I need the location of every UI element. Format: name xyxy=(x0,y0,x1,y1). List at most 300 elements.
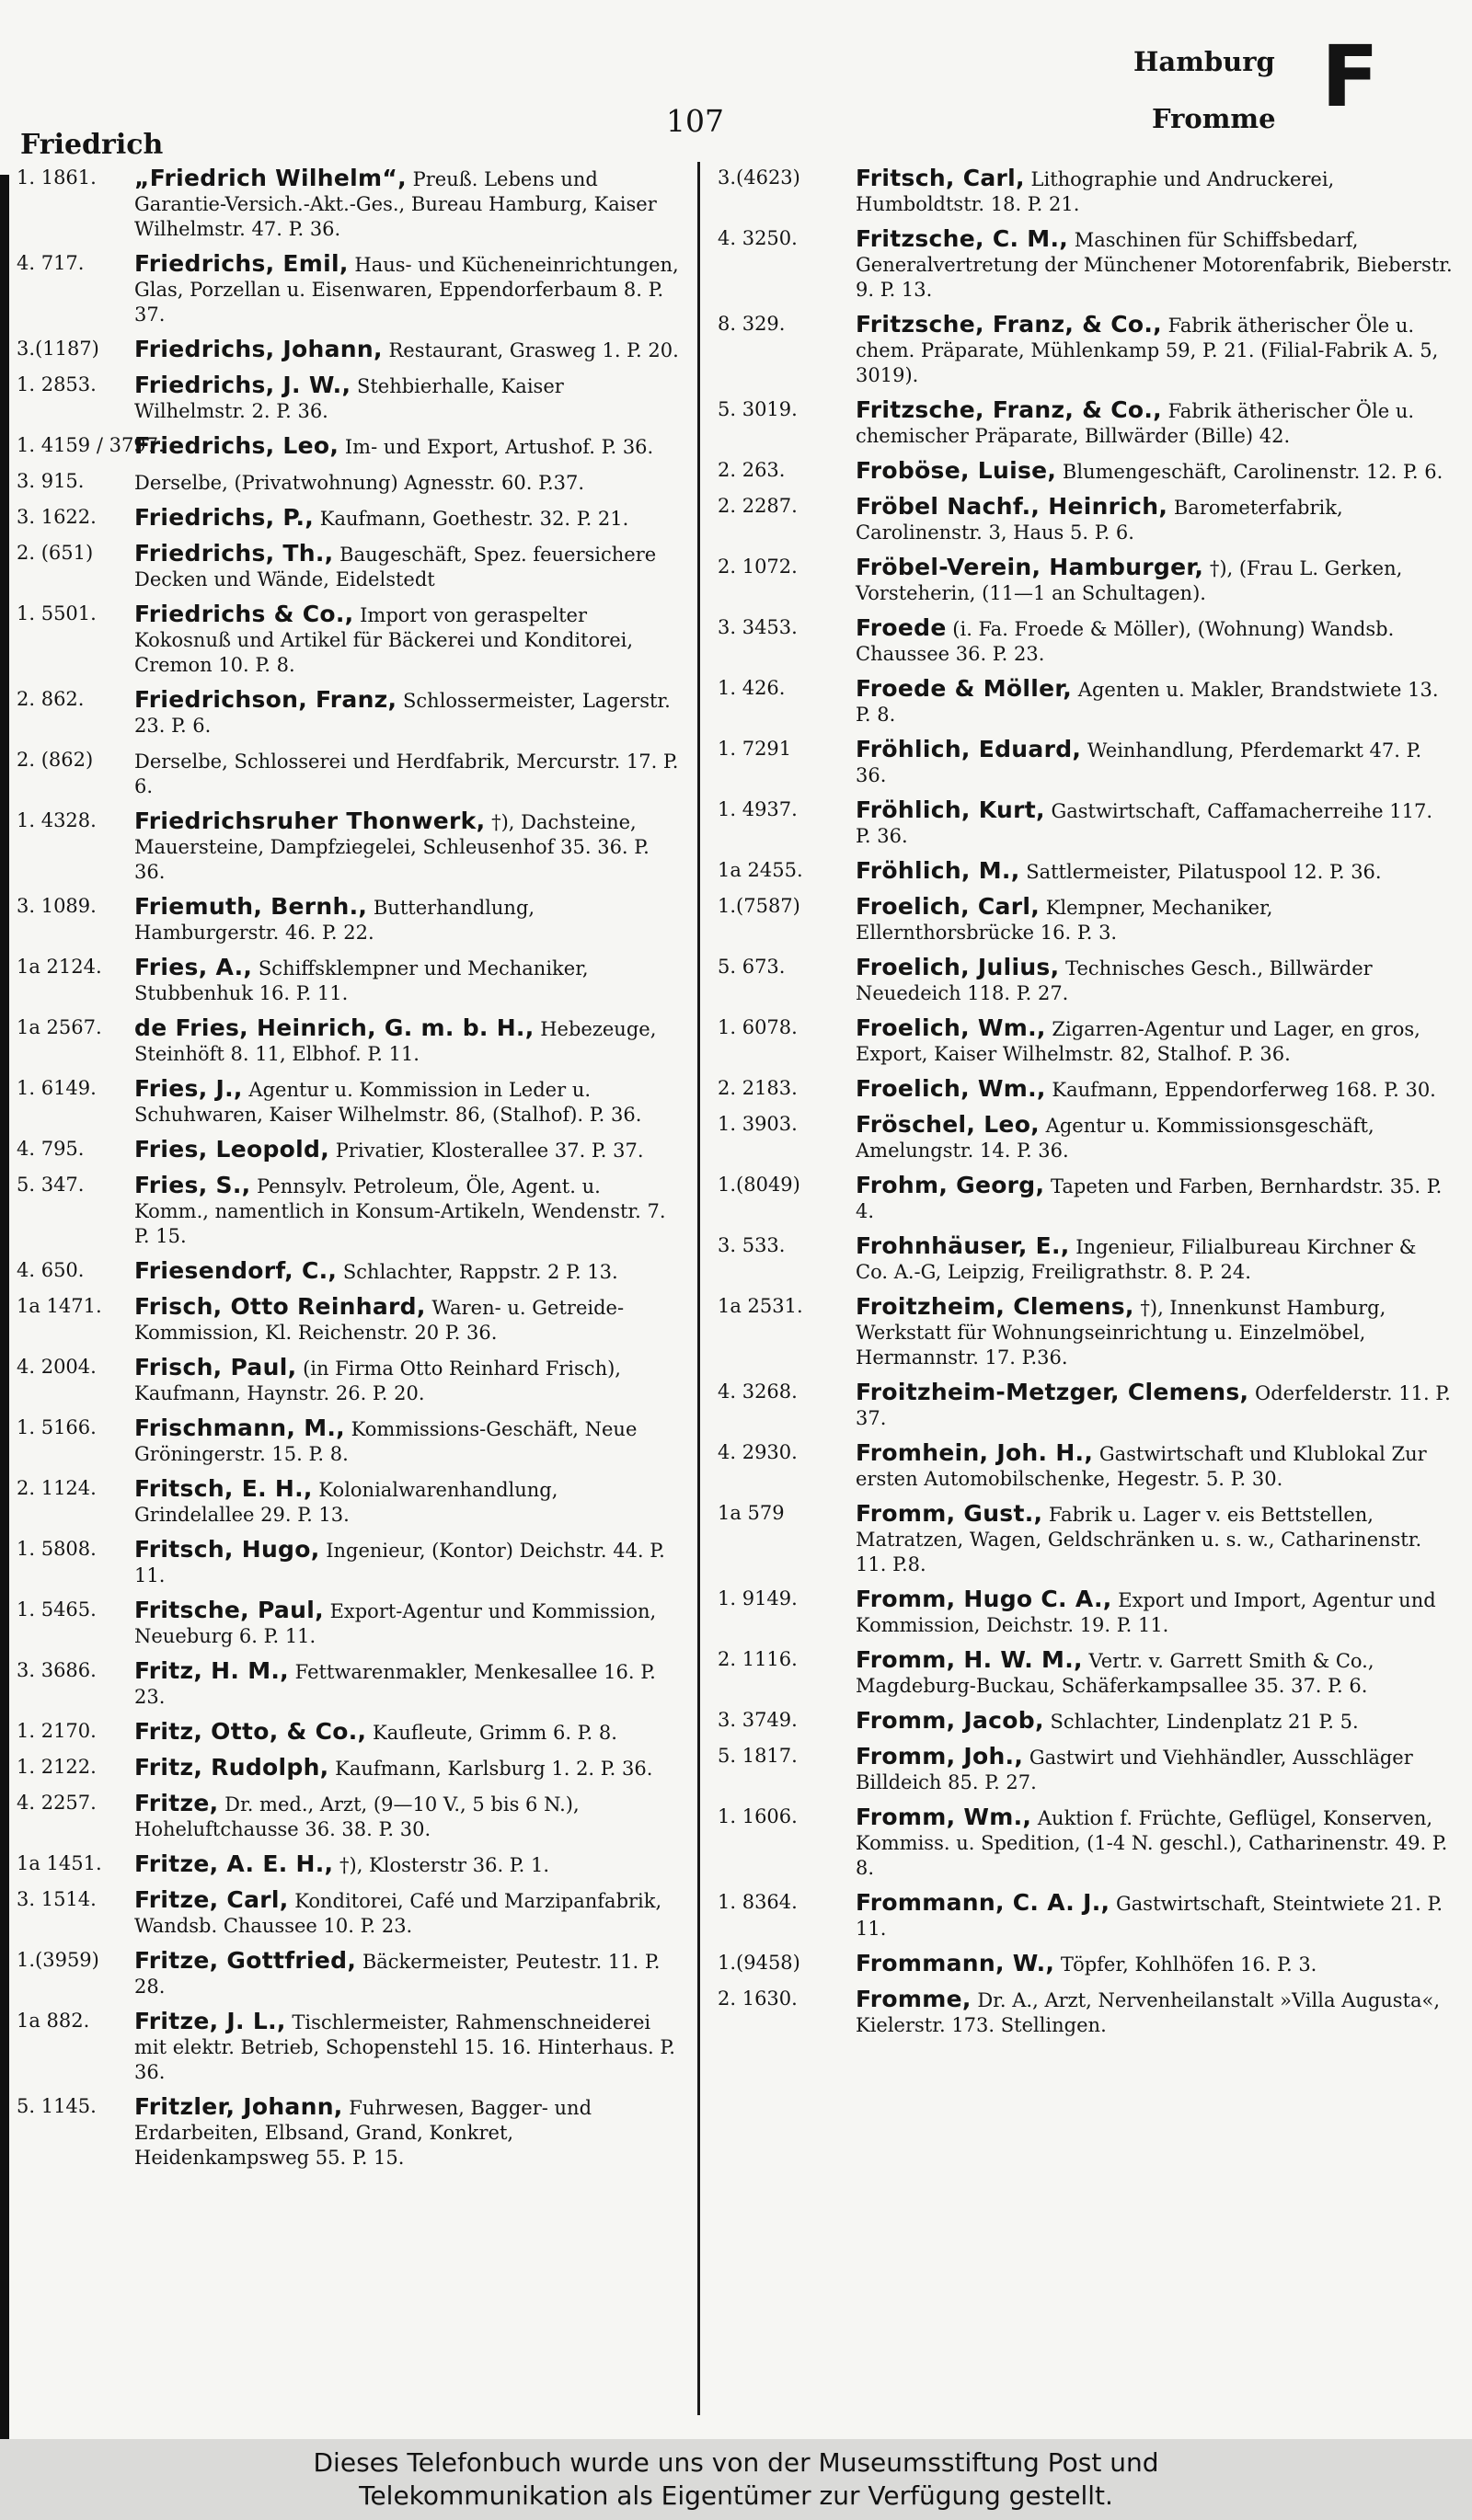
subscriber-name: Frommann, C. A. J., xyxy=(856,1889,1110,1916)
subscriber-name: Fritsch, E. H., xyxy=(134,1475,313,1502)
subscriber-name: Fritzsche, Franz, & Co., xyxy=(856,311,1162,338)
entry-detail: Hamburg, Kaiser Wilhelmstr. 47. P. 36. xyxy=(134,193,657,240)
entry-detail: Eppendorferbaum 8. P. 37. xyxy=(134,279,664,326)
subscriber-name: Fromm, Wm., xyxy=(856,1804,1032,1830)
phone-number: 1a 1451. xyxy=(17,1852,102,1874)
entry-text xyxy=(134,1415,679,1467)
phone-number: 4. 2257. xyxy=(17,1792,97,1814)
entry-detail: Schlachter, Rappstr. 2 P. 13. xyxy=(342,1261,618,1283)
phone-number: 1. 4937. xyxy=(718,798,798,820)
directory-entry xyxy=(17,1887,679,1939)
entry-detail: Kommissions-Geschäft, Neue Gröningerstr. 15. P. 8. xyxy=(134,1418,638,1465)
entry-detail: Fabrik ätherischer Öle u. chemischer Präparate, Billwärder (Bille) 42. xyxy=(856,400,1415,447)
phone-number: 5. 1817. xyxy=(718,1745,798,1767)
directory-entry xyxy=(17,894,679,945)
entry-detail: Butterhandlung, Hamburgerstr. 46. P. 22. xyxy=(134,897,535,944)
directory-entry xyxy=(17,469,679,496)
phone-number: 2. 263. xyxy=(718,459,786,481)
running-head-city: Hamburg xyxy=(1133,46,1275,77)
section-letter: F xyxy=(1321,28,1379,126)
entry-detail: Blumengeschäft, Carolinenstr. 12. P. 6. xyxy=(1062,461,1443,483)
subscriber-name: Froelich, Wm., xyxy=(856,1075,1046,1102)
subscriber-name: Fromm, Joh., xyxy=(856,1743,1024,1770)
directory-entry xyxy=(17,1137,679,1163)
subscriber-name: Fromme, xyxy=(856,1986,972,2012)
subscriber-name: Friedrichs, Johann, xyxy=(134,336,383,362)
phone-number: 1. 5808. xyxy=(17,1538,97,1560)
subscriber-name: Friedrichs, J. W., xyxy=(134,372,351,398)
directory-entry xyxy=(718,226,1454,303)
phone-number: 1.(3959) xyxy=(17,1949,99,1971)
entry-text xyxy=(134,955,679,1006)
phone-number: 2. 1124. xyxy=(17,1477,97,1499)
directory-entry xyxy=(718,1233,1454,1285)
entry-text xyxy=(856,955,1454,1006)
entry-detail: Bäckermeister, Peutestr. 11. P. 28. xyxy=(134,1951,661,1998)
entry-detail: Export und Import, Agentur und Kommission, Deichstr. 19. P. 11. xyxy=(856,1589,1436,1636)
phone-number: 2. 2287. xyxy=(718,495,798,517)
directory-entry xyxy=(718,858,1454,885)
entry-detail: (in Firma Otto Reinhard Frisch), Kaufmann, Haynstr. 26. P. 20. xyxy=(134,1357,621,1404)
entry-text xyxy=(134,337,679,363)
entry-detail: Sattlermeister, Pilatuspool 12. P. 36. xyxy=(1026,861,1382,883)
phone-number: 1. 5501. xyxy=(17,602,97,624)
subscriber-name: Froede xyxy=(856,614,947,641)
directory-entry xyxy=(718,894,1454,945)
phone-number: 8. 329. xyxy=(718,313,786,335)
subscriber-name: Fritze, J. L., xyxy=(134,2008,286,2034)
entry-detail: (i. Fa. Froede & Möller), (Wohnung) Wandsb. Chaussee 36. P. 23. xyxy=(856,618,1395,665)
phone-number: 1. 7291 xyxy=(718,738,792,760)
subscriber-name: Fritzsche, Franz, & Co., xyxy=(856,396,1162,423)
directory-entry xyxy=(718,494,1454,545)
phone-number: 4. 717. xyxy=(17,252,85,274)
page-spine-edge xyxy=(0,175,9,2439)
phone-number: 1. 2122. xyxy=(17,1756,97,1778)
directory-entry xyxy=(718,555,1454,606)
entry-text xyxy=(856,397,1454,449)
phone-number: 4. 795. xyxy=(17,1138,85,1160)
entry-detail: Schiffsklempner und Mechaniker, Stubbenhuk 16. P. 11. xyxy=(134,957,589,1004)
entry-text xyxy=(856,858,1454,885)
subscriber-name: de Fries, Heinrich, G. m. b. H., xyxy=(134,1014,535,1041)
entry-detail: Kaufmann, Goethestr. 32. P. 21. xyxy=(319,508,629,530)
entry-text xyxy=(856,1708,1454,1735)
entry-detail: †), Klosterstr 36. P. 1. xyxy=(339,1854,550,1876)
entry-detail: und Garantie-Versich.-Akt.-Ges., Bureau xyxy=(134,168,598,215)
directory-entry xyxy=(17,2009,679,2085)
subscriber-name: Fritze, Carl, xyxy=(134,1886,289,1913)
phone-number: 3.(4623) xyxy=(718,166,800,189)
phone-number: 1a 2531. xyxy=(718,1295,803,1317)
directory-entry xyxy=(718,312,1454,388)
entry-detail: Töpfer, Kohlhöfen 16. P. 3. xyxy=(1060,1953,1317,1976)
entry-detail: Gastwirtschaft, Caffamacherreihe 117. P. 36. xyxy=(856,800,1433,847)
directory-entry xyxy=(718,955,1454,1006)
entry-text xyxy=(134,1598,679,1649)
phone-number: 3. 1514. xyxy=(17,1888,97,1910)
directory-entry xyxy=(718,676,1454,727)
phone-number: 5. 347. xyxy=(17,1174,85,1196)
phone-number: 1. 426. xyxy=(718,677,786,699)
entry-detail: †), Innenkunst Hamburg, Werkstatt für Wohnungseinrichtung u. Einzelmöbel, Hermannstr. 17. P.36. xyxy=(856,1297,1386,1369)
phone-number: 4. 2930. xyxy=(718,1441,798,1463)
phone-number: 1. 1606. xyxy=(718,1805,798,1827)
subscriber-name: Fromm, Hugo C. A., xyxy=(856,1586,1112,1612)
subscriber-name: Froitzheim, Clemens, xyxy=(856,1293,1134,1320)
entry-detail: (Stalhof). P. 36. xyxy=(492,1104,642,1126)
phone-number: 1.(7587) xyxy=(718,895,800,917)
entry-detail: Vertr. v. Garrett Smith & Co., Magdeburg-Buckau, Schäferkampsallee 35. 37. P. 6. xyxy=(856,1650,1374,1697)
entry-text xyxy=(856,1744,1454,1795)
phone-number: 2. (862) xyxy=(17,749,94,771)
phone-number: 2. 2183. xyxy=(718,1077,798,1099)
entry-text xyxy=(134,1791,679,1842)
entry-text xyxy=(856,737,1454,788)
entry-text xyxy=(134,1258,679,1285)
phone-number: 3. 3749. xyxy=(718,1709,798,1731)
entry-detail: Tischlermeister, Rahmenschneiderei mit elektr. Betrieb, Schopenstehl 15. 16. Hinterhaus. P. 36. xyxy=(134,2011,675,2083)
directory-entry xyxy=(17,1658,679,1710)
phone-number: 1a 882. xyxy=(17,2010,90,2032)
directory-entry xyxy=(718,1380,1454,1431)
phone-number: 1. 2170. xyxy=(17,1720,97,1742)
entry-detail: Export-Agentur und Kommission, Neueburg 6. P. 11. xyxy=(134,1600,657,1647)
subscriber-name: Fröschel, Leo, xyxy=(856,1111,1040,1138)
entry-detail: Im- und Export, Artushof. P. 36. xyxy=(344,436,654,458)
entry-detail: Ingenieur, Filialbureau Kirchner & Co. A.-G, Leipzig, Freiligrathstr. 8. P. 24. xyxy=(856,1236,1417,1283)
entry-detail: Dr. A., Arzt, Nervenheilanstalt »Villa Augusta«, Kielerstr. 173. Stellingen. xyxy=(856,1989,1441,2036)
phone-number: 2. 1116. xyxy=(718,1648,798,1670)
entry-text xyxy=(856,555,1454,606)
phone-number: 3. 533. xyxy=(718,1234,786,1256)
entry-text xyxy=(134,541,679,592)
entry-detail: Agenten u. Makler, Brandstwiete 13. P. 8. xyxy=(856,679,1439,726)
entry-text xyxy=(856,1890,1454,1942)
entry-text xyxy=(134,1015,679,1067)
entry-detail: Kaufmann, Karlsburg 1. 2. P. 36. xyxy=(335,1758,653,1780)
entry-detail: †), Dachsteine, Mauersteine, Dampfziegelei, Schleusenhof 35. 36. P. 36. xyxy=(134,811,650,883)
directory-entry xyxy=(17,1355,679,1406)
subscriber-name: Froitzheim-Metzger, Clemens, xyxy=(856,1379,1249,1405)
subscriber-name: Fritsche, Paul, xyxy=(134,1597,324,1623)
directory-entry xyxy=(17,1294,679,1346)
directory-entry xyxy=(718,1744,1454,1795)
entry-text xyxy=(856,1380,1454,1431)
entry-detail: Gastwirtschaft, Steintwiete 21. P. 11. xyxy=(856,1893,1443,1940)
phone-number: 1a 2455. xyxy=(718,859,803,881)
subscriber-name: Fritze, Gottfried, xyxy=(134,1947,357,1974)
entry-text xyxy=(134,1719,679,1746)
entry-detail: Baugeschäft, Spez. feuersichere Decken und Wände, Eidelstedt xyxy=(134,544,657,590)
entry-text xyxy=(856,1987,1454,2038)
right-column xyxy=(718,166,1454,2047)
phone-number: 1a 1471. xyxy=(17,1295,102,1317)
entry-detail: Haus- und Kücheneinrichtungen, Glas, Porzellan u. Eisenwaren, xyxy=(134,254,679,301)
entry-detail: Weinhandlung, Pferdemarkt 47. P. 36. xyxy=(856,739,1422,786)
entry-text xyxy=(134,1137,679,1163)
subscriber-name: Fritzler, Johann, xyxy=(134,2093,343,2120)
running-head-left: Friedrich xyxy=(20,129,164,161)
phone-number: 4. 650. xyxy=(17,1259,85,1281)
entry-text xyxy=(134,687,679,739)
entry-detail: Lithographie und Andruckerei, Humboldtstr. 18. P. 21. xyxy=(856,168,1335,215)
directory-entry xyxy=(718,1804,1454,1881)
phone-number: 1. 8364. xyxy=(718,1891,798,1913)
entry-text xyxy=(856,1804,1454,1881)
directory-entry xyxy=(17,1791,679,1842)
directory-entry xyxy=(17,1851,679,1878)
entry-text xyxy=(856,676,1454,727)
directory-entry xyxy=(718,1708,1454,1735)
directory-entry xyxy=(718,1501,1454,1577)
entry-text xyxy=(856,1076,1454,1103)
directory-entry xyxy=(17,1948,679,1999)
phone-number: 1. 6078. xyxy=(718,1016,798,1038)
subscriber-name: Fröhlich, Eduard, xyxy=(856,736,1082,762)
phone-number: 1. 2853. xyxy=(17,373,97,395)
phone-number: 3. 1089. xyxy=(17,895,97,917)
subscriber-name: Froelich, Wm., xyxy=(856,1014,1046,1041)
subscriber-name: Fromm, Gust., xyxy=(856,1500,1043,1527)
phone-number: 3.(1187) xyxy=(17,338,99,360)
entry-text xyxy=(134,1887,679,1939)
subscriber-name: Frohm, Georg, xyxy=(856,1172,1045,1198)
directory-entry xyxy=(718,458,1454,485)
subscriber-name: Froelich, Carl, xyxy=(856,893,1041,920)
subscriber-name: Fritz, H. M., xyxy=(134,1657,289,1684)
entry-text xyxy=(134,469,679,496)
directory-entry xyxy=(17,1015,679,1067)
subscriber-name: Fries, J., xyxy=(134,1075,243,1102)
column-divider xyxy=(697,162,700,2415)
entry-text xyxy=(856,615,1454,667)
entry-text xyxy=(856,1440,1454,1492)
directory-entry xyxy=(17,1173,679,1249)
entry-text xyxy=(856,1647,1454,1699)
entry-text xyxy=(134,1076,679,1128)
entry-detail: Konditorei, Café und Marzipanfabrik, Wandsb. Chaussee 10. P. 23. xyxy=(134,1890,662,1937)
entry-detail: Fabrik u. Lager v. eis Bettstellen, Matratzen, Wagen, Geldschränken u. s. w., Catharinenstr. 11. P.8. xyxy=(856,1504,1422,1575)
entry-text xyxy=(856,797,1454,849)
footer-line-1: Dieses Telefonbuch wurde uns von der Museumsstiftung Post und xyxy=(313,2447,1159,2478)
page-number: 107 xyxy=(666,103,724,139)
entry-text xyxy=(134,1476,679,1528)
subscriber-name: Frohnhäuser, E., xyxy=(856,1232,1070,1259)
directory-entry xyxy=(17,1598,679,1649)
subscriber-name: Fritsch, Carl, xyxy=(856,165,1025,191)
directory-entry xyxy=(718,737,1454,788)
phone-number: 5. 673. xyxy=(718,956,786,978)
phone-number: 2. (651) xyxy=(17,542,94,564)
entry-detail: Privatier, Klosterallee 37. P. 37. xyxy=(335,1140,644,1162)
directory-entry xyxy=(718,1951,1454,1977)
entry-text xyxy=(856,1173,1454,1224)
entry-detail: Preuß. Lebens xyxy=(412,168,555,190)
entry-detail: Ingenieur, (Kontor) Deichstr. 44. P. 11. xyxy=(134,1540,665,1586)
directory-entry xyxy=(17,166,679,242)
phone-number: 3. 3453. xyxy=(718,616,798,638)
subscriber-name: Froböse, Luise, xyxy=(856,457,1057,484)
entry-detail: Technisches Gesch., Billwärder Neuedeich 118. P. 27. xyxy=(856,957,1373,1004)
directory-entry xyxy=(718,1586,1454,1638)
directory-entry xyxy=(718,797,1454,849)
subscriber-name: Friedrichs, Th., xyxy=(134,540,334,567)
directory-entry xyxy=(17,748,679,799)
phone-number: 1. 3903. xyxy=(718,1113,798,1135)
subscriber-name: Fröhlich, M., xyxy=(856,857,1020,884)
entry-detail: Kolonialwarenhandlung, Grindelallee 29. P. 13. xyxy=(134,1479,558,1526)
directory-entry xyxy=(718,615,1454,667)
subscriber-name: Frommann, W., xyxy=(856,1950,1055,1976)
entry-text xyxy=(856,312,1454,388)
entry-detail: Auktion f. Früchte, Geflügel, Konserven, Kommiss. u. Spedition, (1-4 N. geschl.), Catharinenstr. 49. P. 8. xyxy=(856,1807,1448,1879)
phone-number: 1. 5166. xyxy=(17,1416,97,1438)
entry-detail: Barometerfabrik, Carolinenstr. 3, Haus 5. P. 6. xyxy=(856,497,1343,544)
subscriber-name: Friedrichs, Leo, xyxy=(134,432,339,459)
entry-text xyxy=(134,601,679,678)
phone-number: 4. 3268. xyxy=(718,1380,798,1403)
phone-number: 5. 1145. xyxy=(17,2095,97,2117)
phone-number: 1. 1861. xyxy=(17,166,97,189)
directory-entry xyxy=(718,1015,1454,1067)
entry-text xyxy=(134,1658,679,1710)
entry-text xyxy=(856,1501,1454,1577)
entry-detail: Klempner, Mechaniker, Ellernthorsbrücke 16. P. 3. xyxy=(856,897,1273,944)
footer-line-2: Telekommunikation als Eigentümer zur Verfügung gestellt. xyxy=(359,2480,1113,2511)
phone-number: 4. 2004. xyxy=(17,1356,97,1378)
entry-text xyxy=(856,1015,1454,1067)
entry-detail: Konditorei, Cremon 10. P. 8. xyxy=(134,629,634,676)
directory-entry xyxy=(718,1173,1454,1224)
entry-text xyxy=(856,1112,1454,1163)
phone-number: 1a 2567. xyxy=(17,1016,102,1038)
subscriber-name: Frisch, Otto Reinhard, xyxy=(134,1293,426,1320)
entry-text xyxy=(134,1173,679,1249)
entry-detail: Derselbe, Schlosserei und Herdfabrik, Mercurstr. 17. P. 6. xyxy=(134,750,679,797)
entry-detail: Oderfelderstr. 11. P. 37. xyxy=(856,1382,1451,1429)
entry-detail: Schlachter, Lindenplatz 21 P. 5. xyxy=(1050,1711,1359,1733)
entry-detail: Restaurant, Grasweg 1. P. 20. xyxy=(388,339,679,361)
phone-number: 3. 1622. xyxy=(17,506,97,528)
subscriber-name: Fries, A., xyxy=(134,954,253,980)
subscriber-name: Froede & Möller, xyxy=(856,675,1073,702)
entry-detail: Tapeten und Farben, Bernhardstr. 35. P. 4. xyxy=(856,1175,1443,1222)
subscriber-name: Fromm, Jacob, xyxy=(856,1707,1044,1734)
directory-entry xyxy=(17,1755,679,1781)
entry-detail: Fabrik ätherischer Öle u. chem. Präparate, Mühlenkamp 59, P. 21. (Filial-Fabrik A. 5, 3019). xyxy=(856,315,1439,386)
directory-entry xyxy=(17,1537,679,1588)
entry-text xyxy=(856,1233,1454,1285)
entry-detail: Agentur u. Kommissionsgeschäft, Amelungstr. 14. P. 36. xyxy=(856,1115,1374,1162)
subscriber-name: „Friedrich Wilhelm“, xyxy=(134,165,407,191)
entry-text xyxy=(856,166,1454,217)
entry-detail: Zigarren-Agentur und Lager, en gros, Export, Kaiser Wilhelmstr. 82, Stalhof. P. 36. xyxy=(856,1018,1420,1065)
directory-entry xyxy=(17,505,679,532)
entry-text xyxy=(856,226,1454,303)
subscriber-name: Fries, Leopold, xyxy=(134,1136,330,1163)
entry-detail: Fettwarenmakler, Menkesallee 16. P. 23. xyxy=(134,1661,656,1708)
entry-text xyxy=(856,1586,1454,1638)
phone-number: 3. 915. xyxy=(17,470,85,492)
entry-text xyxy=(134,166,679,242)
directory-entry xyxy=(718,1987,1454,2038)
subscriber-name: Frisch, Paul, xyxy=(134,1354,297,1380)
phone-number: 1. 4328. xyxy=(17,809,97,831)
subscriber-name: Fritze, A. E. H., xyxy=(134,1850,334,1877)
subscriber-name: Fritzsche, C. M., xyxy=(856,225,1069,252)
phone-number: 2. 862. xyxy=(17,688,85,710)
phone-number: 1a 2124. xyxy=(17,956,102,978)
subscriber-name: Friedrichs, Emil, xyxy=(134,250,349,277)
directory-entry xyxy=(17,433,679,460)
running-head-range-end: Fromme xyxy=(1152,103,1276,134)
phone-number: 1. 5465. xyxy=(17,1598,97,1621)
subscriber-name: Friemuth, Bernh., xyxy=(134,893,368,920)
entry-text xyxy=(134,894,679,945)
phone-number: 1. 6149. xyxy=(17,1077,97,1099)
directory-entry xyxy=(17,955,679,1006)
directory-entry xyxy=(17,372,679,424)
footer-bar xyxy=(0,2439,1472,2520)
entry-detail: Dr. med., Arzt, (9—10 V., 5 bis 6 N.), Hoheluftchausse 36. 38. P. 30. xyxy=(134,1793,580,1840)
entry-text xyxy=(856,458,1454,485)
subscriber-name: Frischmann, M., xyxy=(134,1415,345,1441)
phone-number: 1. 9149. xyxy=(718,1587,798,1609)
entry-text xyxy=(134,505,679,532)
directory-entry xyxy=(17,337,679,363)
directory-entry xyxy=(17,2094,679,2171)
entry-detail: Gastwirt und Viehhändler, Ausschläger Billdeich 85. P. 27. xyxy=(856,1747,1413,1793)
directory-entry xyxy=(17,541,679,592)
entry-detail: Agentur u. Kommission in Leder u. Schuhwaren, Kaiser Wilhelmstr. 86, xyxy=(134,1079,592,1126)
phone-number: 2. 1630. xyxy=(718,1987,798,2010)
entry-detail: Fuhrwesen, Bagger- und Erdarbeiten, Elbsand, Grand, Konkret, Heidenkampsweg 55. P. 15. xyxy=(134,2097,592,2169)
subscriber-name: Fritze, xyxy=(134,1790,219,1816)
subscriber-name: Fritz, Rudolph, xyxy=(134,1754,329,1781)
entry-text xyxy=(134,1355,679,1406)
entry-text xyxy=(134,1948,679,1999)
directory-entry xyxy=(17,251,679,327)
subscriber-name: Friesendorf, C., xyxy=(134,1257,338,1284)
directory-entry xyxy=(718,397,1454,449)
left-column xyxy=(17,166,679,2180)
directory-entry xyxy=(17,1476,679,1528)
directory-entry xyxy=(718,1112,1454,1163)
phone-number: 1a 579 xyxy=(718,1502,785,1524)
phone-number: 4. 3250. xyxy=(718,227,798,249)
subscriber-name: Friedrichsruher Thonwerk, xyxy=(134,808,486,834)
directory-entry xyxy=(718,1647,1454,1699)
entry-text xyxy=(134,433,679,460)
subscriber-name: Fröbel Nachf., Heinrich, xyxy=(856,493,1168,520)
directory-entry xyxy=(17,808,679,885)
entry-detail: Hebezeuge, Steinhöft 8. 11, Elbhof. P. 11. xyxy=(134,1018,657,1065)
phone-number: 1.(9458) xyxy=(718,1952,800,1974)
subscriber-name: Fromhein, Joh. H., xyxy=(856,1439,1094,1466)
entry-text xyxy=(134,251,679,327)
entry-text xyxy=(134,372,679,424)
entry-text xyxy=(856,894,1454,945)
entry-text xyxy=(856,494,1454,545)
directory-entry xyxy=(17,1076,679,1128)
entry-detail: †), (Frau L. Gerken, Vorsteherin, (11—1 an Schultagen). xyxy=(856,557,1403,604)
directory-entry xyxy=(718,166,1454,217)
subscriber-name: Fritsch, Hugo, xyxy=(134,1536,320,1563)
subscriber-name: Friedrichson, Franz, xyxy=(134,686,397,713)
phone-number: 1.(8049) xyxy=(718,1174,800,1196)
entry-detail: Pennsylv. Petroleum, Öle, Agent. u. Komm., namentlich in Konsum-Artikeln, Wendenstr. 7. P. 15. xyxy=(134,1175,666,1247)
